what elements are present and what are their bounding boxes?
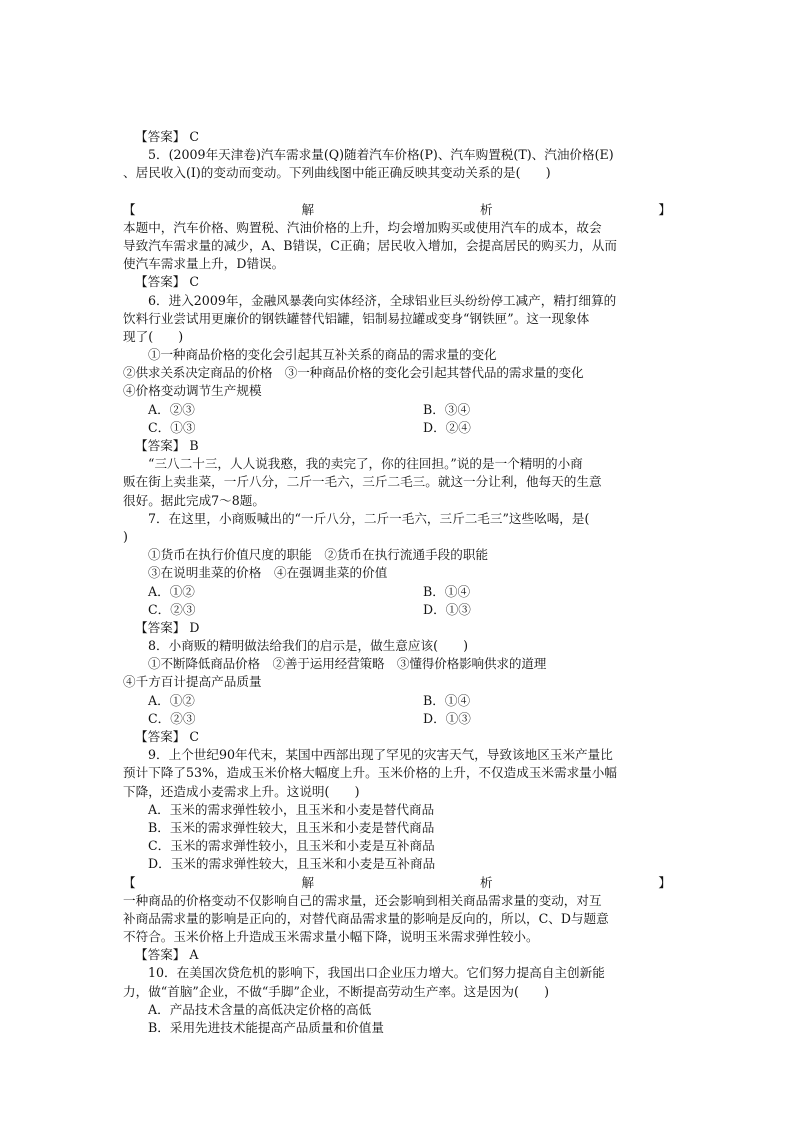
answer-label: 【答案】 D xyxy=(135,619,200,635)
analysis-5-line-2: 导致汽车需求量的减少，A、B错误，C正确；居民收入增加，会提高居民的购买力，从而 xyxy=(123,237,617,253)
analysis-5-line-1: 本题中，汽车价格、购置税、汽油价格的上升，均会增加购买或使用汽车的成本，故会 xyxy=(123,219,602,235)
question-9-line-1: 9．上个世纪90年代末，某国中西部出现了罕见的灾害天气，导致该地区玉米产量比 xyxy=(148,747,613,763)
question-8-statement-4: ④千方百计提高产品质量 xyxy=(123,674,262,690)
question-8-statement-1-3: ①不断降低商品价格 ②善于运用经营策略 ③懂得价格影响供求的道理 xyxy=(148,656,547,672)
answer-label: 【答案】 B xyxy=(135,438,199,453)
question-6-line-1: 6．进入2009年，金融风暴袭向实体经济，全球铝业巨头纷纷停工减产，精打细算的 xyxy=(148,292,617,308)
analysis-header xyxy=(123,874,671,892)
answer-label: 【答案】 A xyxy=(135,947,199,963)
analysis-char-1: 解 xyxy=(301,874,315,890)
question-5-line-1: 5．(2009年天津卷)汽车需求量(Q)随着汽车价格(P)、汽车购置税(T)、汽油价格(E) xyxy=(148,147,614,163)
question-10-line-1: 10．在美国次贷危机的影响下，我国出口企业压力增大。它们努力提高自主创新能 xyxy=(148,965,605,981)
question-9-line-3: 下降，还造成小麦需求上升。这说明( ) xyxy=(123,783,360,799)
question-5-line-2: 、居民收入(I)的变动而变动。下列曲线图中能正确反映其变动关系的是( ) xyxy=(123,165,551,181)
option-b: B．①④ xyxy=(423,583,471,599)
question-7-line-1: 7．在这里，小商贩喊出的“一斤八分，二斤一毛六，三斤二毛三”这些吆喝，是( xyxy=(148,510,590,526)
option-c: C．②③ xyxy=(148,601,196,617)
analysis-9-line-3: 不符合。玉米价格上升造成玉米需求量小幅下降，说明玉米需求弹性较小。 xyxy=(123,929,539,945)
answer-label: 【答案】 C xyxy=(135,129,200,144)
question-9-option-d: D．玉米的需求弹性较大，且玉米和小麦是互补商品 xyxy=(148,856,436,872)
option-b: B．③④ xyxy=(423,401,471,417)
answer-label: 【答案】 C xyxy=(135,274,200,290)
analysis-header xyxy=(123,201,671,219)
option-d: D．①③ xyxy=(423,601,471,617)
question-6-line-2: 饮料行业尝试用更廉价的钢铁罐替代铝罐，铝制易拉罐或变身“钢铁匣”。这一现象体 xyxy=(123,310,590,326)
question-6-statement-1: ①一种商品价格的变化会引起其互补关系的商品的需求量的变化 xyxy=(148,347,497,363)
analysis-9-line-2: 补商品需求量的影响是正向的，对替代商品需求量的影响是反向的，所以，C、D与题意 xyxy=(123,910,609,926)
option-c: C．②③ xyxy=(148,710,196,726)
question-6-line-3: 现了( ) xyxy=(123,328,184,344)
option-a: A．①② xyxy=(148,583,195,599)
question-6-statement-4: ④价格变动调节生产规模 xyxy=(123,383,262,399)
analysis-bracket-close: 】 xyxy=(658,201,671,217)
question-6-options-ab xyxy=(123,401,671,419)
analysis-9-line-1: 一种商品的价格变动不仅影响自己的需求量，还会影响到相关商品需求量的变动，对互 xyxy=(123,892,602,908)
question-10-option-b: B．采用先进技术能提高产品质量和价值量 xyxy=(148,1020,384,1035)
option-b: B．①④ xyxy=(423,692,471,708)
question-8-options-cd xyxy=(123,710,671,728)
analysis-5-line-3: 使汽车需求量上升，D错误。 xyxy=(123,256,285,272)
question-9-line-2: 预计下降了53%，造成玉米价格大幅度上升。玉米价格的上升，不仅造成玉米需求量小幅 xyxy=(123,765,617,781)
answer-label: 【答案】 C xyxy=(135,729,200,744)
question-10-option-a: A．产品技术含量的高低决定价格的高低 xyxy=(148,1001,372,1017)
question-7-options-ab xyxy=(123,583,671,601)
analysis-bracket-open: 【 xyxy=(123,201,136,217)
question-7-options-cd xyxy=(123,601,671,619)
document-body xyxy=(123,128,671,1037)
question-10-line-2: 力，做“首脑”企业，不做“手脚”企业，不断提高劳动生产率。这是因为( ) xyxy=(123,983,549,999)
option-a: A．②③ xyxy=(148,401,195,417)
option-d: D．②④ xyxy=(423,419,471,435)
question-8-options-ab xyxy=(123,692,671,710)
question-6-options-cd xyxy=(123,419,671,437)
analysis-bracket-close: 】 xyxy=(658,874,671,890)
passage-line-1: “三八二十三，人人说我憨，我的卖完了，你的往回担。”说的是一个精明的小商 xyxy=(148,456,583,472)
option-c: C．①③ xyxy=(148,419,196,435)
analysis-bracket-open: 【 xyxy=(123,874,136,890)
option-d: D．①③ xyxy=(423,710,471,726)
question-8-line-1: 8．小商贩的精明做法给我们的启示是，做生意应该( ) xyxy=(148,638,469,654)
analysis-char-1: 解 xyxy=(301,201,315,217)
analysis-char-2: 析 xyxy=(479,201,493,217)
question-9-option-c: C．玉米的需求弹性较小，且玉米和小麦是互补商品 xyxy=(148,838,435,854)
question-6-statement-2-3: ②供求关系决定商品的价格 ③一种商品价格的变化会引起其替代品的需求量的变化 xyxy=(123,365,584,381)
option-a: A．①② xyxy=(148,692,195,708)
figure-placeholder-gap xyxy=(123,183,671,201)
analysis-char-2: 析 xyxy=(479,874,493,890)
question-9-option-a: A．玉米的需求弹性较小，且玉米和小麦是替代商品 xyxy=(148,801,435,817)
question-9-option-b: B．玉米的需求弹性较大，且玉米和小麦是替代商品 xyxy=(148,819,435,835)
question-7-statement-1-2: ①货币在执行价值尺度的职能 ②货币在执行流通手段的职能 xyxy=(148,547,489,563)
passage-line-2: 贩在街上卖韭菜，一斤八分，二斤一毛六，三斤二毛三。就这一分让利，他每天的生意 xyxy=(123,474,602,490)
question-7-line-2: ) xyxy=(123,528,128,544)
passage-line-3: 很好。据此完成7～8题。 xyxy=(123,492,265,508)
question-7-statement-3-4: ③在说明韭菜的价格 ④在强调韭菜的价值 xyxy=(148,565,388,581)
